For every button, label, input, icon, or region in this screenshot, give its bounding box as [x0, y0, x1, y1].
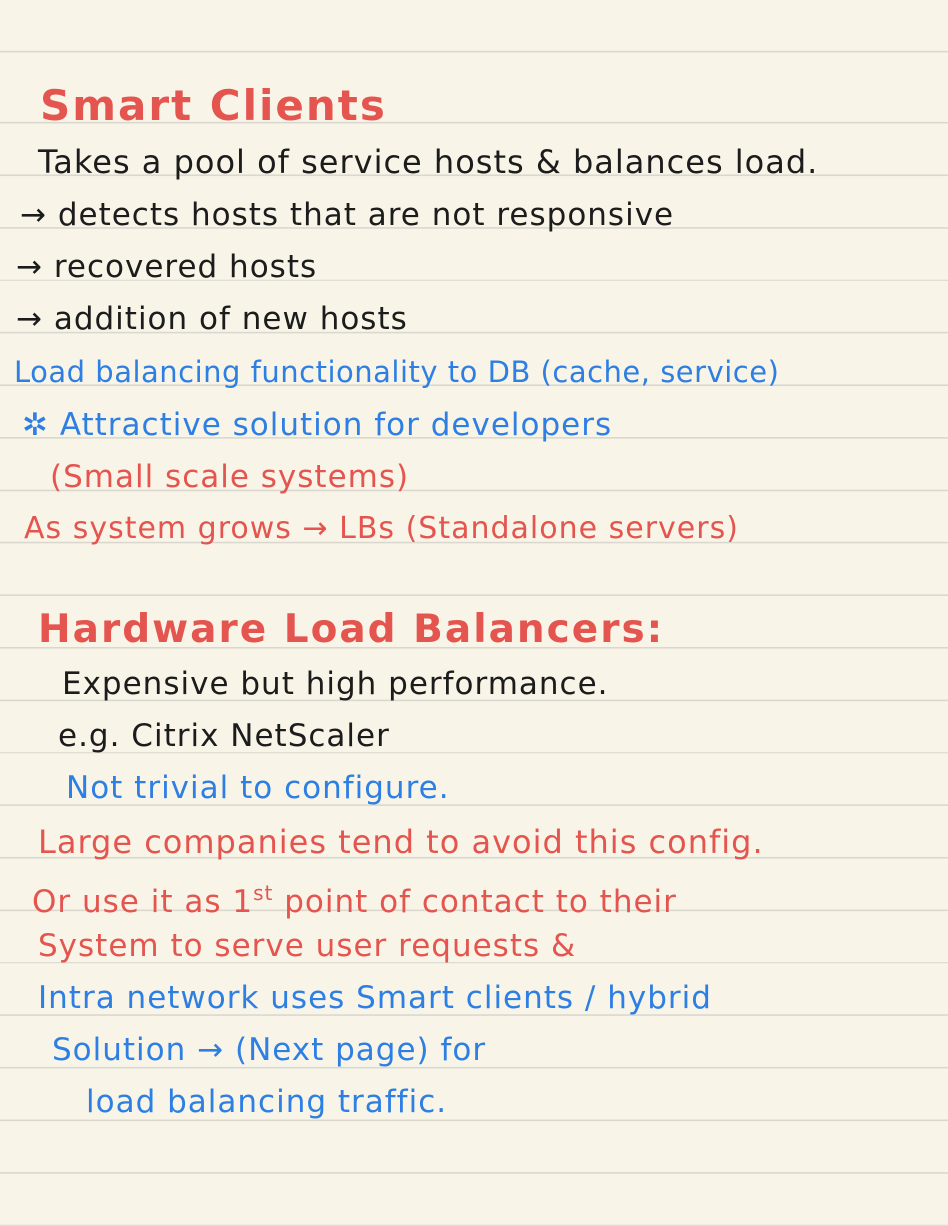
- hardware-lb-heading: Hardware Load Balancers:: [38, 607, 665, 652]
- attractive-solution-line: ✲ Attractive solution for developers: [22, 407, 613, 443]
- first-point-line: [32, 873, 677, 922]
- first-point-suffix: point of contact to their: [273, 884, 677, 920]
- detects-hosts-line: → detects hosts that are not responsive: [20, 197, 675, 233]
- large-companies-line: Large companies tend to avoid this config.: [38, 823, 764, 861]
- first-point-sup: st: [253, 881, 274, 905]
- smart-clients-heading: Smart Clients: [40, 81, 387, 130]
- solution-next-page-line: Solution → (Next page) for: [52, 1032, 487, 1068]
- citrix-example-line: e.g. Citrix NetScaler: [58, 718, 390, 754]
- recovered-hosts-line: → recovered hosts: [16, 249, 318, 285]
- load-balancing-traffic-line: load balancing traffic.: [86, 1084, 448, 1120]
- not-trivial-line: Not trivial to configure.: [66, 770, 450, 806]
- small-scale-line: (Small scale systems): [50, 459, 410, 495]
- lb-functionality-line: Load balancing functionality to DB (cache, service): [14, 355, 780, 389]
- system-grows-line: As system grows → LBs (Standalone servers): [24, 511, 739, 546]
- intra-network-line: Intra network uses Smart clients / hybrid: [38, 980, 712, 1016]
- takes-pool-line: Takes a pool of service hosts & balances load.: [38, 143, 819, 181]
- system-serve-line: System to serve user requests &: [38, 928, 577, 964]
- addition-hosts-line: → addition of new hosts: [16, 301, 408, 337]
- first-point-prefix: Or use it as 1: [32, 884, 254, 920]
- expensive-line: Expensive but high performance.: [62, 666, 609, 702]
